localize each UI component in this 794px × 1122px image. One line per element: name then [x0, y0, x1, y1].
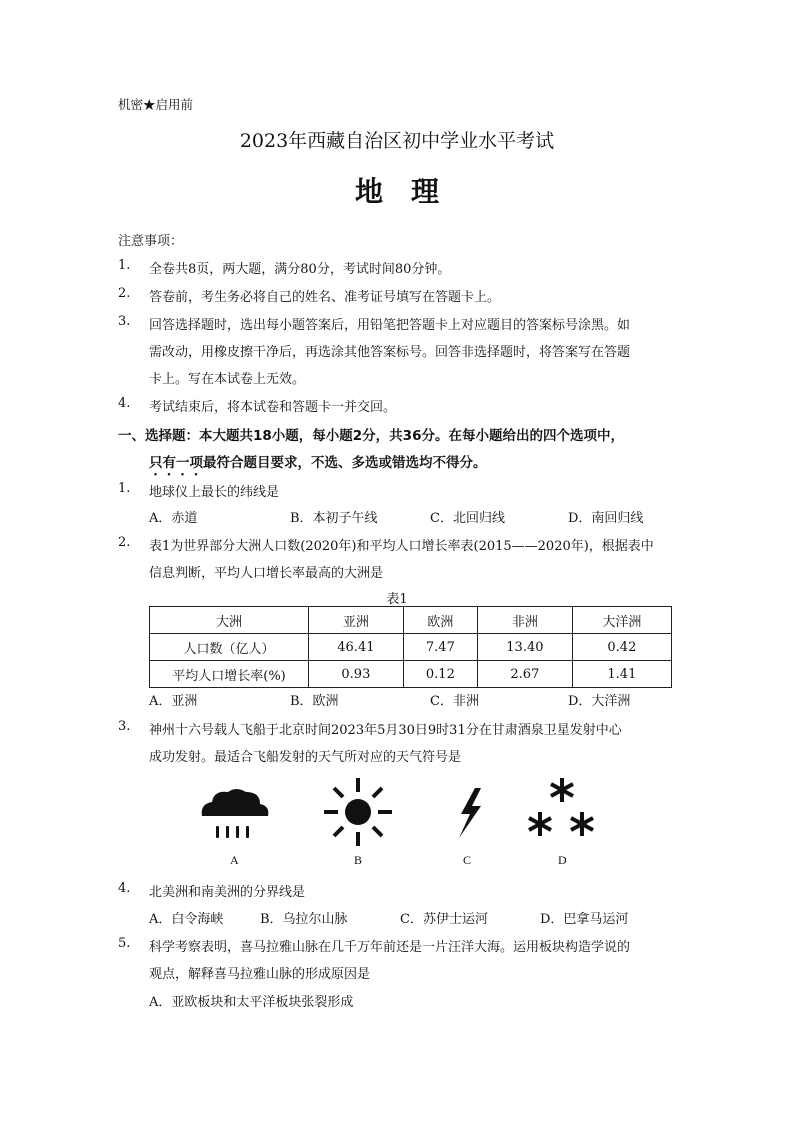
symbol-label-d: D — [558, 853, 567, 867]
emphasis-text: 只有一项 — [149, 455, 203, 471]
option-c: C．苏伊士运河 — [400, 912, 488, 927]
table-cell: 0.12 — [403, 661, 477, 688]
table-cell: 13.40 — [478, 634, 573, 661]
table-row — [150, 661, 672, 688]
table-header-row — [150, 607, 672, 634]
question-number: 5. — [118, 936, 131, 951]
question-stem: 科学考察表明，喜马拉雅山脉在几千万年前还是一片汪洋大海。运用板块构造学说的 — [149, 940, 631, 955]
symbol-label-b: B — [354, 853, 363, 867]
table-cell: 2.67 — [478, 661, 573, 688]
note-text: 回答选择题时，选出每小题答案后，用铅笔把答题卡上对应题目的答案标号涂黑。如 — [149, 318, 631, 333]
sun-icon — [322, 776, 394, 848]
note-text: 卡上。写在本试卷上无效。 — [149, 372, 306, 387]
table-cell: 1.41 — [572, 661, 671, 688]
table-cell: 人口数（亿人） — [150, 634, 309, 661]
note-number: 2. — [118, 286, 131, 301]
table-header-cell: 非洲 — [478, 607, 573, 634]
section-instruction: 一、选择题：本大题共18小题，每小题2分，共36分。在每小题给出的四个选项中， — [118, 428, 624, 444]
note-number: 4. — [118, 396, 131, 411]
table-cell: 0.42 — [572, 634, 671, 661]
subject-title: 地 理 — [354, 175, 439, 208]
notes-heading: 注意事项： — [118, 234, 184, 249]
question-number: 3. — [118, 719, 131, 734]
symbol-label-a: A — [230, 853, 239, 867]
note-text: 答卷前，考生务必将自己的姓名、准考证号填写在答题卡上。 — [149, 290, 501, 305]
section-instruction-rest: 最符合题目要求，不选、多选或错选均不得分。 — [203, 455, 487, 471]
table-cell: 0.93 — [309, 661, 404, 688]
question-stem: 信息判断，平均人口增长率最高的大洲是 — [149, 566, 384, 581]
option-b: B．乌拉尔山脉 — [260, 912, 348, 927]
option-c: C．北回归线 — [430, 511, 505, 526]
note-number: 3. — [118, 314, 131, 329]
question-stem: 地球仪上最长的纬线是 — [149, 485, 280, 500]
table-cell: 7.47 — [403, 634, 477, 661]
option-a: A．赤道 — [149, 511, 198, 526]
question-stem: 观点，解释喜马拉雅山脉的形成原因是 — [149, 967, 371, 982]
note-text: 需改动，用橡皮擦干净后，再选涂其他答案标号。回答非选择题时，将答案写在答题 — [149, 345, 631, 360]
table-cell: 46.41 — [309, 634, 404, 661]
table-header-cell: 亚洲 — [309, 607, 404, 634]
option-d: D．大洋洲 — [568, 694, 631, 709]
table-header-cell: 欧洲 — [403, 607, 477, 634]
option-a: A．亚洲 — [149, 694, 198, 709]
exam-title: 2023年西藏自治区初中学业水平考试 — [239, 130, 555, 152]
question-stem: 表1为世界部分大洲人口数(2020年)和平均人口增长率表(2015——2020年)，根据表中 — [149, 539, 654, 554]
confidential-mark: 机密★启用前 — [118, 97, 194, 112]
option-d: D．南回归线 — [568, 511, 644, 526]
symbol-label-c: C — [463, 853, 472, 867]
question-number: 4. — [118, 881, 131, 896]
option-a: A．亚欧板块和太平洋板块张裂形成 — [149, 995, 354, 1010]
question-number: 2. — [118, 535, 131, 550]
table-caption: 表1 — [386, 592, 408, 607]
question-number: 1. — [118, 481, 131, 496]
population-table — [149, 606, 672, 688]
option-b: B．欧洲 — [290, 694, 339, 709]
note-text: 考试结束后，将本试卷和答题卡一并交回。 — [149, 400, 397, 415]
option-a: A．白令海峡 — [149, 912, 224, 927]
option-b: B．本初子午线 — [290, 511, 378, 526]
table-cell: 平均人口增长率(%) — [150, 661, 309, 688]
question-stem: 北美洲和南美洲的分界线是 — [149, 885, 306, 900]
note-number: 1. — [118, 258, 131, 273]
lightning-icon — [455, 788, 485, 838]
question-stem: 神州十六号载人飞船于北京时间2023年5月30日9时31分在甘肃酒泉卫星发射中心 — [149, 723, 622, 738]
question-stem: 成功发射。最适合飞船发射的天气所对应的天气符号是 — [149, 750, 462, 765]
section-instruction-line2 — [149, 451, 487, 479]
snow-icon — [524, 776, 600, 842]
table-row — [150, 634, 672, 661]
option-d: D．巴拿马运河 — [540, 912, 629, 927]
table-header-cell: 大洋洲 — [572, 607, 671, 634]
note-text: 全卷共8页，两大题，满分80分，考试时间80分钟。 — [149, 262, 451, 277]
option-c: C．非洲 — [430, 694, 479, 709]
rain-cloud-icon — [198, 786, 270, 842]
table-header-cell: 大洲 — [150, 607, 309, 634]
